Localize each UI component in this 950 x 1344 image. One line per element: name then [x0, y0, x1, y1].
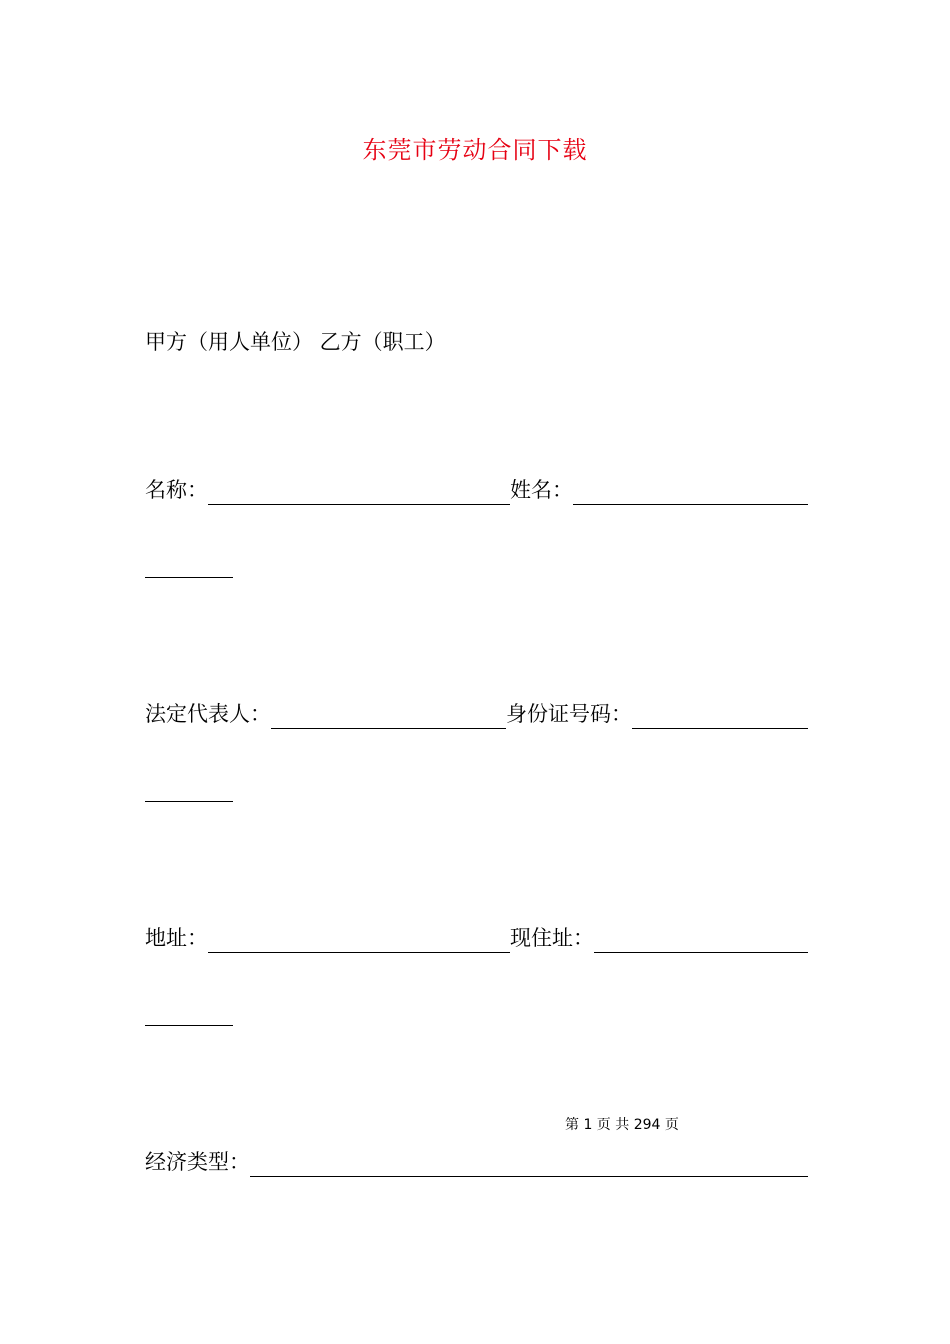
legal-rep-field[interactable]: [271, 706, 506, 729]
address-field[interactable]: [208, 930, 510, 953]
current-address-field[interactable]: [594, 930, 808, 953]
address-row: [145, 923, 808, 953]
economic-type-row: [145, 1147, 808, 1177]
id-number-label: 身份证号码：: [506, 702, 632, 726]
id-number-field[interactable]: [632, 706, 808, 729]
company-name-label: 名称：: [145, 478, 208, 502]
person-name-field-continuation[interactable]: [145, 576, 233, 578]
current-address-field-continuation[interactable]: [145, 1024, 233, 1026]
address-label: 地址：: [145, 926, 208, 950]
company-name-field[interactable]: [208, 482, 510, 505]
id-number-field-continuation[interactable]: [145, 800, 233, 802]
person-name-label: 姓名：: [510, 478, 573, 502]
document-title: 东莞市劳动合同下载: [362, 136, 588, 164]
name-row: [145, 475, 808, 505]
current-address-label: 现住址：: [510, 926, 594, 950]
economic-type-label: 经济类型：: [145, 1150, 250, 1174]
legal-rep-label: 法定代表人：: [145, 702, 271, 726]
page-number: 第 1 页 共 294 页: [565, 1117, 679, 1133]
economic-type-field[interactable]: [250, 1154, 808, 1177]
parties-line: 甲方（用人单位） 乙方（职工）: [145, 330, 446, 354]
person-name-field[interactable]: [573, 482, 808, 505]
legal-rep-row: [145, 699, 808, 729]
